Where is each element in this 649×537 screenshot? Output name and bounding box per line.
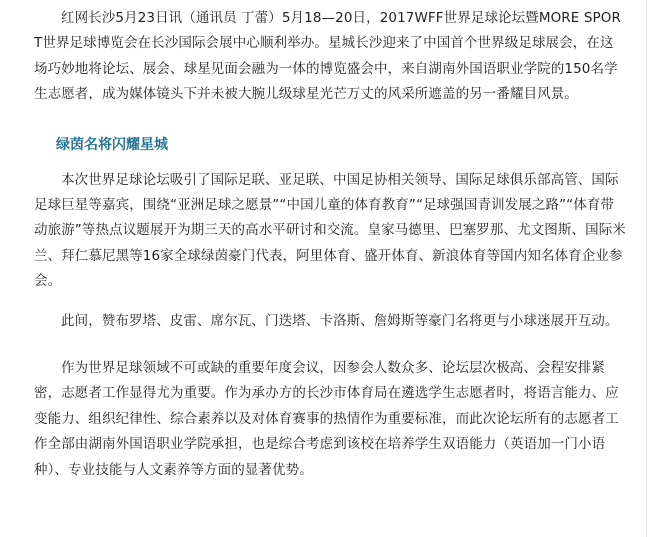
paragraph-forum: 本次世界足球论坛吸引了国际足联、亚足联、中国足协相关领导、国际足球俱乐部高管、国际足球巨星等嘉宾，围绕“亚洲足球之愿景”“中国儿童的体育教育”“足球强国青训发展之路”“体育带动旅游”等热点议题展开为期三天的高水平研讨和交流。皇家马德里、巴塞罗那、尤文图斯、国际米兰、拜仁慕尼黑等16家全球绿茵豪门代表，阿里体育、盛开体育、新浪体育等国内知名体育企业参会。: [34, 171, 626, 290]
paragraph-stars: 此间，赞布罗塔、皮雷、席尔瓦、门迭塔、卡洛斯、詹姆斯等豪门名将更与小球迷展开互动。: [61, 312, 619, 329]
article-body: [34, 6, 626, 483]
right-divider: [646, 0, 647, 537]
paragraph-intro: 红网长沙5月23日讯（通讯员 丁蕾）5月18—20日，2017WFF世界足球论坛暨MORE SPORT世界足球博览会在长沙国际会展中心顺利举办。星城长沙迎来了中国首个世界级足球展会，在这场巧妙地将论坛、展会、球星见面会融为一体的博览盛会中，来自湖南外国语职业学院的150名学生志愿者，成为媒体镜头下并未被大腕儿级球星光芒万丈的风采所遮盖的另一番耀目风景。: [34, 10, 621, 103]
paragraph-volunteers: 作为世界足球领域不可或缺的重要年度会议，因参会人数众多、论坛层次极高、会程安排紧密，志愿者工作显得尤为重要。作为承办方的长沙市体育局在遴选学生志愿者时，将语言能力、应变能力、组织纪律性、综合素养以及对体育赛事的热情作为重要标准，而此次论坛所有的志愿者工作全部由湖南外国语职业学院承担，也是综合考虑到该校在培养学生双语能力（英语加一门小语种）、专业技能与人文素养等方面的显著优势。: [34, 360, 619, 478]
section-subtitle: 绿茵名将闪耀星城: [56, 136, 168, 153]
